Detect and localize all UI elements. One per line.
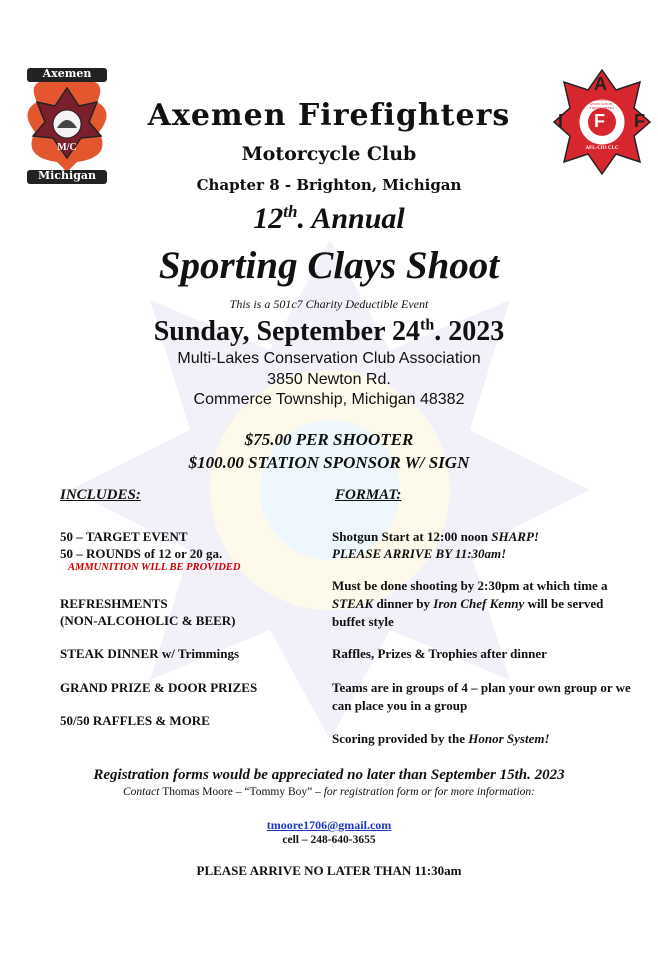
- iaff-ring-text: INTERNATIONAL ASSOCIATION · FIREFIGHTERS: [588, 98, 616, 110]
- done-chef: Iron Chef Kenny: [433, 596, 525, 611]
- format-done: [332, 577, 632, 631]
- includes-heading: INCLUDES:: [60, 487, 141, 503]
- format-teams: Teams are in groups of 4 – plan your own group or we can place you in a group: [332, 680, 631, 713]
- contact-name: Thomas Moore – “Tommy Boy”: [162, 786, 313, 798]
- venue-city: Commerce Township, Michigan 48382: [193, 391, 465, 408]
- include-raffles: 50/50 RAFFLES & MORE: [60, 713, 210, 728]
- iaff-union-text: AFL-CIO CLC: [585, 146, 619, 151]
- date-suffix: th: [420, 316, 435, 334]
- done-text-e: will be served buffet style: [332, 596, 604, 629]
- logo-top-text: Axemen: [42, 67, 92, 80]
- logo-bottom-text: Michigan: [37, 169, 97, 182]
- annual-suffix: th: [283, 202, 298, 221]
- format-raffles: Raffles, Prizes & Trophies after dinner: [332, 646, 547, 661]
- club-title: Axemen Firefighters: [147, 98, 511, 133]
- format-heading: FORMAT:: [335, 487, 402, 503]
- shooter-price: $75.00 PER SHOOTER: [244, 430, 414, 449]
- contact-suffix: – for registration form or for more information:: [312, 786, 536, 798]
- venue-name: Multi-Lakes Conservation Club Association: [177, 350, 481, 367]
- date-year: . 2023: [434, 316, 505, 347]
- format-scoring: [332, 730, 632, 748]
- include-prizes: GRAND PRIZE & DOOR PRIZES: [60, 680, 258, 695]
- include-refreshments: REFRESHMENTS: [60, 596, 168, 611]
- include-steak: STEAK DINNER w/ Trimmings: [60, 646, 240, 661]
- scoring-emphasis: Honor System!: [468, 731, 550, 746]
- date-main: Sunday, September 24: [153, 316, 421, 347]
- club-subtitle: Motorcycle Club: [241, 143, 417, 165]
- include-target: 50 – TARGET EVENT: [60, 529, 188, 544]
- format-arrive: PLEASE ARRIVE BY 11:30am!: [332, 546, 507, 561]
- iaff-letter-a: A: [594, 74, 607, 94]
- contact-phone: cell – 248-640-3655: [282, 834, 376, 846]
- ammo-note: AMMUNITION WILL BE PROVIDED: [68, 562, 241, 573]
- include-rounds: 50 – ROUNDS of 12 or 20 ga.: [60, 546, 223, 561]
- start-emphasis: SHARP!: [491, 529, 539, 544]
- iaff-letter-f1: F: [594, 111, 605, 131]
- format-start: [332, 528, 632, 546]
- annual-line: [0, 202, 658, 236]
- include-refreshments-detail: (NON-ALCOHOLIC & BEER): [60, 613, 236, 628]
- chapter-line: Chapter 8 - Brighton, Michigan: [196, 176, 462, 194]
- venue-street: 3850 Newton Rd.: [267, 371, 391, 388]
- contact-line: [0, 786, 658, 798]
- sponsor-price: $100.00 STATION SPONSOR W/ SIGN: [188, 453, 470, 472]
- annual-text: . Annual: [297, 202, 405, 235]
- iaff-letter-i: I: [558, 111, 564, 131]
- contact-prefix: Contact: [122, 786, 163, 798]
- arrival-notice: PLEASE ARRIVE NO LATER THAN 11:30am: [196, 863, 462, 878]
- event-date: [0, 316, 658, 348]
- done-text-c: dinner by: [373, 596, 434, 611]
- event-name: Sporting Clays Shoot: [158, 244, 500, 287]
- start-text: Shotgun Start at 12:00 noon: [332, 529, 492, 544]
- logo-mid-text: M/C: [57, 142, 77, 153]
- charity-note: This is a 501c7 Charity Deductible Event: [229, 297, 429, 311]
- annual-number: 12: [253, 202, 284, 235]
- contact-email-link[interactable]: tmoore1706@gmail.com: [266, 818, 392, 832]
- done-text-a: Must be done shooting by 2:30pm at which time a: [332, 578, 608, 593]
- iaff-letter-f2: F: [634, 111, 645, 131]
- done-steak: STEAK: [332, 596, 374, 611]
- scoring-text: Scoring provided by the: [332, 731, 469, 746]
- registration-deadline: Registration forms would be appreciated no later than September 15th. 2023: [93, 767, 565, 783]
